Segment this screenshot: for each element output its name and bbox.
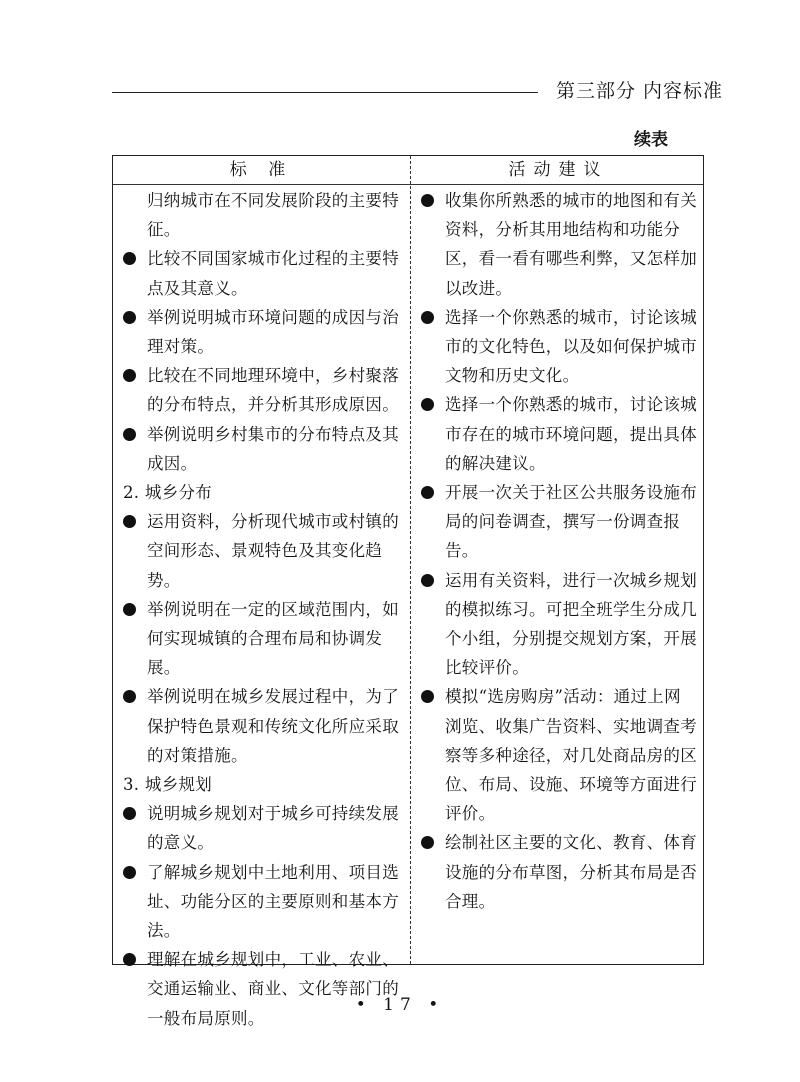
list-item (421, 828, 697, 916)
item-text: 了解城乡规划中土地利用、项目选址、功能分区的主要原则和基本方法。 (147, 862, 399, 941)
section-heading: 3. 城乡规划 (123, 775, 213, 795)
bullet-icon (421, 398, 434, 411)
list-item (421, 303, 697, 391)
bullet-icon (123, 866, 136, 879)
list-item (421, 186, 697, 303)
item-text: 绘制社区主要的文化、教育、体育设施的分布草图，分析其布局是否合理。 (445, 833, 697, 911)
activities-column (421, 186, 697, 916)
list-item (421, 478, 697, 566)
list-item (123, 420, 403, 478)
item-text: 比较在不同地理环境中，乡村聚落的分布特点，并分析其形成原因。 (147, 366, 399, 415)
header-rule (112, 92, 538, 93)
bullet-icon (421, 836, 434, 849)
item-text: 举例说明在一定的区域范围内，如何实现城镇的合理布局和协调发展。 (147, 599, 399, 678)
bullet-icon (123, 369, 136, 382)
bullet-icon (123, 603, 136, 616)
bullet-icon (421, 690, 434, 703)
list-item (123, 945, 403, 1033)
item-text: 选择一个你熟悉的城市，讨论该城市存在的城市环境问题，提出具体的解决建议。 (445, 395, 697, 473)
item-text: 选择一个你熟悉的城市，讨论该城市的文化特色，以及如何保护城市文物和历史文化。 (445, 307, 697, 386)
running-header: 第三部分 内容标准 (556, 80, 724, 102)
bullet-icon (421, 311, 434, 324)
item-text: 收集你所熟悉的城市的地图和有关资料，分析其用地结构和功能分区，看一看有哪些利弊，又怎样加以改进。 (445, 191, 697, 298)
item-text: 举例说明乡村集市的分布特点及其成因。 (147, 424, 399, 473)
item-text: 比较不同国家城市化过程的主要特点及其意义。 (147, 249, 399, 298)
column-header-standard: 标 准 (229, 160, 294, 180)
section-heading: 2. 城乡分布 (123, 483, 213, 503)
column-divider (410, 156, 411, 964)
standards-column (123, 186, 403, 1033)
item-text: 举例说明城市环境问题的成因与治理对策。 (147, 307, 399, 357)
item-text: 说明城乡规划对于城乡可持续发展的意义。 (147, 804, 399, 853)
list-item (123, 799, 403, 857)
page-number: • 17 • (355, 995, 445, 1015)
list-item (123, 186, 403, 244)
bullet-icon (123, 428, 136, 441)
list-item (123, 303, 403, 361)
item-text: 运用资料，分析现代城市或村镇的空间形态、景观特色及其变化趋势。 (147, 512, 399, 590)
item-text: 理解在城乡规划中，工业、农业、交通运输业、商业、文化等部门的一般布局原则。 (147, 950, 399, 1028)
bullet-icon (421, 574, 434, 587)
bullet-icon (421, 486, 434, 499)
list-item (123, 682, 403, 770)
list-item (421, 390, 697, 478)
continued-label: 续表 (634, 130, 668, 150)
bullet-icon (123, 807, 136, 820)
item-text: 归纳城市在不同发展阶段的主要特征。 (147, 191, 399, 240)
list-item (123, 858, 403, 946)
item-text: 开展一次关于社区公共服务设施布局的问卷调查，撰写一份调查报告。 (445, 483, 697, 561)
bullet-icon (123, 515, 136, 528)
table-header (113, 156, 703, 185)
list-item (123, 361, 403, 419)
bullet-icon (421, 194, 434, 207)
bullet-icon (123, 311, 136, 324)
list-item (123, 507, 403, 595)
item-text: 运用有关资料，进行一次城乡规划的模拟练习。可把全班学生分成几个小组，分别提交规划方案，开展比较评价。 (445, 570, 697, 678)
list-item (421, 566, 697, 683)
column-header-activity: 活动建议 (508, 160, 609, 180)
bullet-icon (123, 252, 136, 265)
list-item (123, 595, 403, 683)
list-item (123, 244, 403, 302)
item-text: 举例说明在城乡发展过程中，为了保护特色景观和传统文化所应采取的对策措施。 (147, 687, 399, 765)
item-text: 模拟“选房购房”活动：通过上网浏览、收集广告资料、实地调查考察等多种途径，对几处商品房的区位、布局、设施、环境等方面进行评价。 (445, 687, 697, 824)
bullet-icon (123, 953, 136, 966)
bullet-icon (123, 690, 136, 703)
list-item (421, 682, 697, 828)
